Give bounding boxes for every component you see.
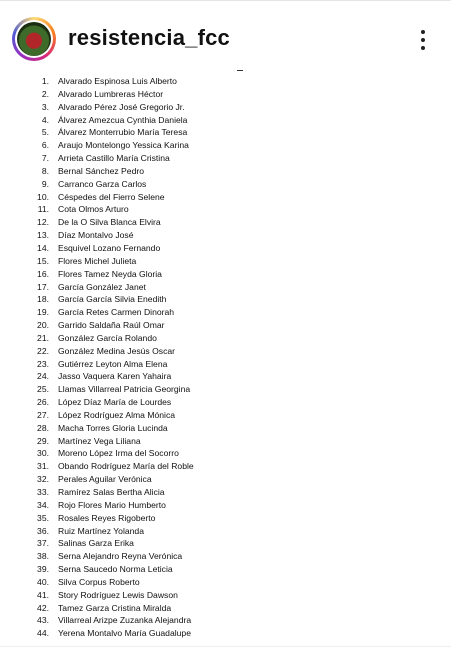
list-item-number: 18. bbox=[37, 294, 49, 305]
list-item-name: Carranco Garza Carlos bbox=[58, 178, 147, 189]
list-item bbox=[0, 422, 451, 435]
list-item-number: 2. bbox=[41, 88, 49, 99]
list-item-name: Gutiérrez Leyton Alma Elena bbox=[58, 358, 168, 369]
list-item-name: Arrieta Castillo María Cristina bbox=[58, 153, 170, 164]
list-item-name: Alvarado Pérez José Gregorio Jr. bbox=[58, 101, 185, 112]
list-item-number: 44. bbox=[37, 628, 49, 639]
list-item bbox=[0, 512, 451, 525]
list-item-name: Tamez Garza Cristina Miralda bbox=[58, 602, 172, 613]
list-item-number: 4. bbox=[41, 114, 49, 125]
list-item bbox=[0, 473, 451, 486]
list-item-number: 19. bbox=[37, 307, 49, 318]
list-item-name: Story Rodríguez Lewis Dawson bbox=[58, 589, 178, 600]
list-item-number: 17. bbox=[37, 281, 49, 292]
profile-avatar[interactable] bbox=[12, 17, 56, 61]
list-item bbox=[0, 165, 451, 178]
list-item bbox=[0, 409, 451, 422]
list-item bbox=[0, 358, 451, 371]
list-item-number: 26. bbox=[37, 397, 49, 408]
list-item-number: 43. bbox=[37, 615, 49, 626]
list-item bbox=[0, 216, 451, 229]
list-item bbox=[0, 139, 451, 152]
kebab-dot bbox=[421, 30, 425, 34]
list-item-number: 40. bbox=[37, 576, 49, 587]
list-item-number: 22. bbox=[37, 345, 49, 356]
list-item bbox=[0, 101, 451, 114]
list-item-number: 24. bbox=[37, 371, 49, 382]
avatar-border bbox=[15, 20, 53, 58]
list-item-number: 1. bbox=[41, 76, 49, 86]
kebab-dot bbox=[421, 38, 425, 42]
list-item-name: Perales Aguilar Verónica bbox=[58, 474, 152, 485]
list-item-name: Bernal Sánchez Pedro bbox=[58, 165, 144, 176]
list-item bbox=[0, 447, 451, 460]
list-item-name: López Díaz María de Lourdes bbox=[58, 397, 172, 408]
list-item-name: Llamas Villarreal Patricia Georgina bbox=[58, 384, 191, 395]
avatar-image bbox=[17, 22, 51, 56]
list-item-number: 35. bbox=[37, 512, 49, 523]
list-item-number: 3. bbox=[41, 101, 49, 112]
list-item-name: Álvarez Monterrubio María Teresa bbox=[58, 127, 188, 138]
list-item-number: 37. bbox=[37, 538, 49, 549]
list-item bbox=[0, 614, 451, 627]
list-item-name: Garrido Saldaña Raúl Omar bbox=[58, 320, 165, 331]
list-item-name: Salinas Garza Erika bbox=[58, 538, 134, 549]
list-item-name: López Rodríguez Alma Mónica bbox=[58, 409, 176, 420]
list-item-number: 16. bbox=[37, 268, 49, 279]
list-item bbox=[0, 75, 451, 88]
list-item-name: Villarreal Arizpe Zuzanka Alejandra bbox=[58, 615, 192, 626]
list-item bbox=[0, 589, 451, 602]
list-item bbox=[0, 499, 451, 512]
list-item bbox=[0, 537, 451, 550]
post-header bbox=[0, 0, 451, 66]
list-item-name: Rosales Reyes Rigoberto bbox=[58, 512, 156, 523]
list-item-name: González Medina Jesús Oscar bbox=[58, 345, 176, 356]
list-item-name: Obando Rodríguez María del Roble bbox=[58, 461, 194, 472]
list-item bbox=[0, 152, 451, 165]
list-item-number: 7. bbox=[41, 153, 49, 164]
list-item-number: 25. bbox=[37, 384, 49, 395]
list-item bbox=[0, 460, 451, 473]
list-item bbox=[0, 319, 451, 332]
list-item bbox=[0, 383, 451, 396]
list-item bbox=[0, 178, 451, 191]
list-item bbox=[0, 486, 451, 499]
list-item-number: 5. bbox=[41, 127, 49, 138]
list-item-name: Yerena Montalvo María Guadalupe bbox=[58, 628, 191, 639]
list-item-number: 31. bbox=[37, 461, 49, 472]
list-item-number: 28. bbox=[37, 422, 49, 433]
list-item bbox=[0, 345, 451, 358]
kebab-menu-icon[interactable] bbox=[416, 30, 430, 56]
list-item-number: 6. bbox=[41, 140, 49, 151]
list-item-name: Ramírez Salas Bertha Alicia bbox=[58, 487, 165, 497]
list-item-number: 21. bbox=[37, 332, 49, 343]
list-item-name: Serna Alejandro Reyna Verónica bbox=[58, 551, 183, 562]
list-item bbox=[0, 332, 451, 345]
list-item-number: 8. bbox=[41, 165, 49, 176]
list-item-number: 20. bbox=[37, 320, 49, 331]
list-item-number: 14. bbox=[37, 242, 49, 253]
kebab-dot bbox=[421, 46, 425, 50]
list-item bbox=[0, 191, 451, 204]
list-item-number: 29. bbox=[37, 435, 49, 446]
list-item-number: 33. bbox=[37, 487, 49, 497]
list-item-number: 36. bbox=[37, 525, 49, 536]
list-item bbox=[0, 306, 451, 319]
list-item-number: 9. bbox=[41, 178, 49, 189]
list-item bbox=[0, 550, 451, 563]
list-item-number: 10. bbox=[37, 191, 49, 202]
list-item-name: Martínez Vega Liliana bbox=[58, 435, 141, 446]
list-item-name: Macha Torres Gloria Lucinda bbox=[58, 422, 168, 433]
list-item bbox=[0, 627, 451, 640]
list-item-name: Alvarado Lumbreras Héctor bbox=[58, 88, 164, 99]
list-item-name: Cota Olmos Arturo bbox=[58, 204, 129, 215]
list-item-name: Alvarado Espinosa Luis Alberto bbox=[58, 76, 177, 86]
list-item-name: Esquivel Lozano Fernando bbox=[58, 242, 161, 253]
list-item bbox=[0, 576, 451, 589]
list-item-name: Flores Michel Julieta bbox=[58, 255, 137, 266]
list-item-name: Serna Saucedo Norma Leticia bbox=[58, 564, 173, 575]
list-item-name: Moreno López Irma del Socorro bbox=[58, 448, 179, 459]
list-item-number: 13. bbox=[37, 230, 49, 241]
list-item-name: García González Janet bbox=[58, 281, 146, 292]
list-item-name: Rojo Flores Mario Humberto bbox=[58, 499, 166, 510]
list-item-number: 12. bbox=[37, 217, 49, 228]
username-link[interactable]: resistencia_fcc bbox=[68, 25, 230, 50]
list-item-name: Díaz Montalvo José bbox=[58, 230, 134, 241]
list-item-number: 30. bbox=[37, 448, 49, 459]
bottom-divider bbox=[0, 646, 451, 647]
list-item bbox=[0, 435, 451, 448]
list-item-name: Céspedes del Fierro Selene bbox=[58, 191, 165, 202]
list-item bbox=[0, 525, 451, 538]
list-item-name: Álvarez Amezcua Cynthia Daniela bbox=[58, 114, 188, 125]
document-mark bbox=[237, 70, 243, 71]
list-item bbox=[0, 370, 451, 383]
list-item-name: Flores Tamez Neyda Gloria bbox=[58, 268, 162, 279]
list-item-number: 34. bbox=[37, 499, 49, 510]
list-item-number: 41. bbox=[37, 589, 49, 600]
list-item-number: 23. bbox=[37, 358, 49, 369]
list-item bbox=[0, 229, 451, 242]
list-item bbox=[0, 602, 451, 615]
list-item-number: 15. bbox=[37, 255, 49, 266]
list-item-name: Araujo Montelongo Yessica Karina bbox=[58, 140, 189, 151]
list-item-number: 42. bbox=[37, 602, 49, 613]
list-item bbox=[0, 293, 451, 306]
list-item bbox=[0, 268, 451, 281]
list-item bbox=[0, 281, 451, 294]
list-item bbox=[0, 563, 451, 576]
list-item-number: 27. bbox=[37, 409, 49, 420]
list-item-number: 39. bbox=[37, 564, 49, 575]
list-item-number: 38. bbox=[37, 551, 49, 562]
list-item bbox=[0, 203, 451, 216]
list-item bbox=[0, 114, 451, 127]
list-item-name: Silva Corpus Roberto bbox=[58, 576, 140, 587]
name-list bbox=[0, 75, 451, 640]
list-item bbox=[0, 242, 451, 255]
list-item-name: Jasso Vaquera Karen Yahaira bbox=[58, 371, 172, 382]
list-item bbox=[0, 88, 451, 101]
list-item bbox=[0, 255, 451, 268]
list-item-name: Ruiz Martínez Yolanda bbox=[58, 525, 144, 536]
list-item-number: 11. bbox=[37, 204, 49, 215]
list-item bbox=[0, 396, 451, 409]
list-item-name: García García Silvia Enedith bbox=[58, 294, 167, 305]
list-item-name: De la O Silva Blanca Elvira bbox=[58, 217, 161, 228]
list-item-name: González García Rolando bbox=[58, 332, 157, 343]
list-item-number: 32. bbox=[37, 474, 49, 485]
list-item bbox=[0, 126, 451, 139]
list-item-name: García Retes Carmen Dinorah bbox=[58, 307, 175, 318]
